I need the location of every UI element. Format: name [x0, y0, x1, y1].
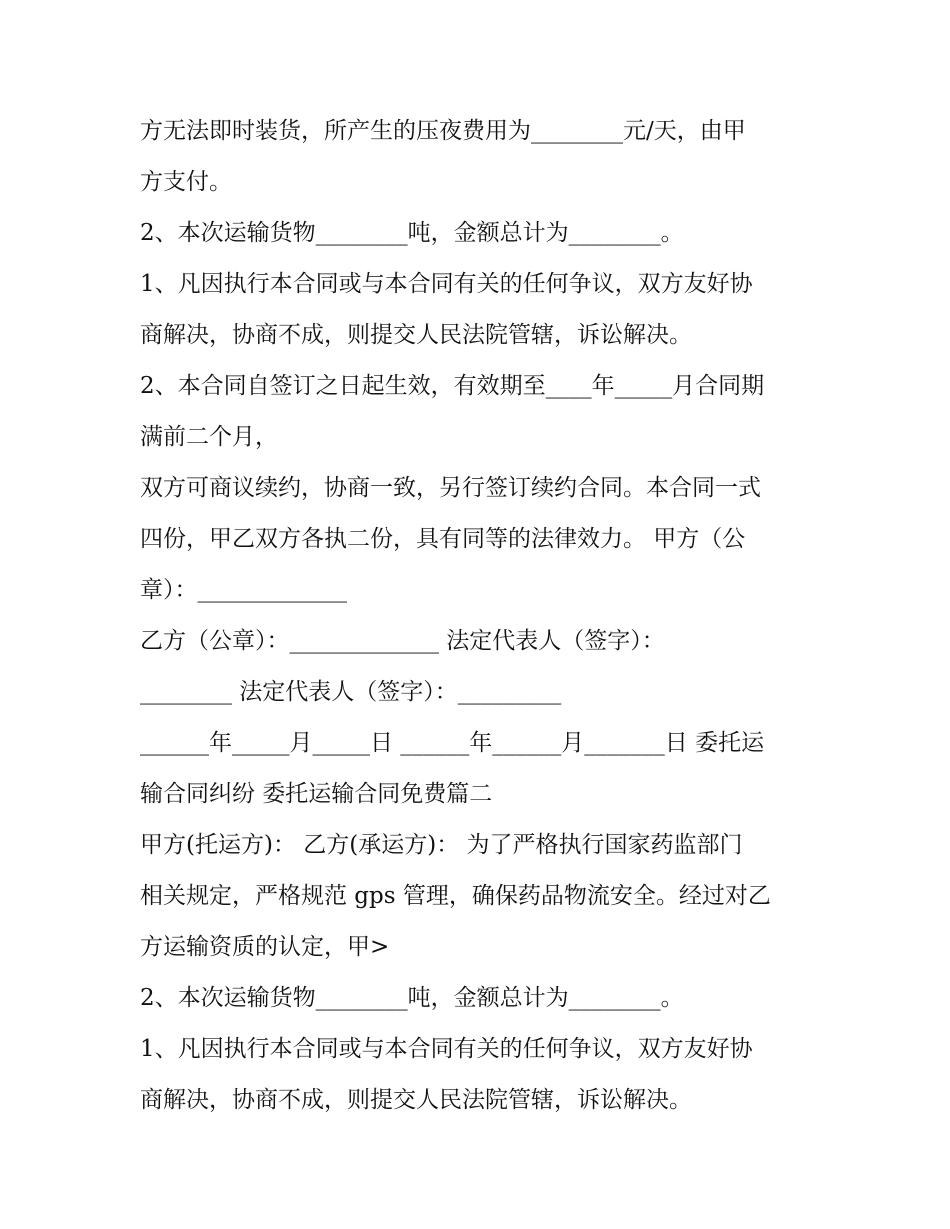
text-line: 2、本次运输货物________吨，金额总计为________。 [140, 220, 684, 246]
text-line: 方运输资质的认定，甲> [140, 934, 390, 960]
text-line: 满前二个月， [140, 424, 278, 450]
text-line: 四份，甲乙双方各执二份，具有同等的法律效力。 甲方（公 [140, 526, 746, 552]
text-line: 商解决，协商不成，则提交人民法院管辖，诉讼解决。 [140, 322, 692, 348]
text-line: 方支付。 [140, 169, 232, 195]
text-line: 2、本次运输货物________吨，金额总计为________。 [140, 985, 684, 1011]
text-line: ________ 法定代表人（签字）：_________ [140, 679, 562, 705]
document-body [140, 106, 820, 1126]
text-line: 章）：_____________ [140, 577, 347, 603]
text-line: 双方可商议续约，协商一致，另行签订续约合同。本合同一式 [140, 475, 761, 501]
text-line: 输合同纠纷 委托运输合同免费篇二 [140, 781, 493, 807]
text-line: 方无法即时装货，所产生的压夜费用为________元/天，由甲 [140, 118, 746, 144]
text-line: 1、凡因执行本合同或与本合同有关的任何争议，双方友好协 [140, 1036, 753, 1062]
text-line: ______年_____月_____日 ______年______月_______日 委托运 [140, 730, 765, 756]
text-line: 甲方(托运方)： 乙方(承运方)： 为了严格执行国家药监部门 [140, 832, 743, 858]
text-line: 1、凡因执行本合同或与本合同有关的任何争议，双方友好协 [140, 271, 753, 297]
text-line: 商解决，协商不成，则提交人民法院管辖，诉讼解决。 [140, 1087, 692, 1113]
text-line: 相关规定，严格规范 gps 管理，确保药品物流安全。经过对乙 [140, 883, 771, 909]
text-line: 乙方（公章）：_____________ 法定代表人（签字）： [140, 628, 665, 654]
text-line: 2、本合同自签订之日起生效，有效期至____年_____月合同期 [140, 373, 765, 399]
